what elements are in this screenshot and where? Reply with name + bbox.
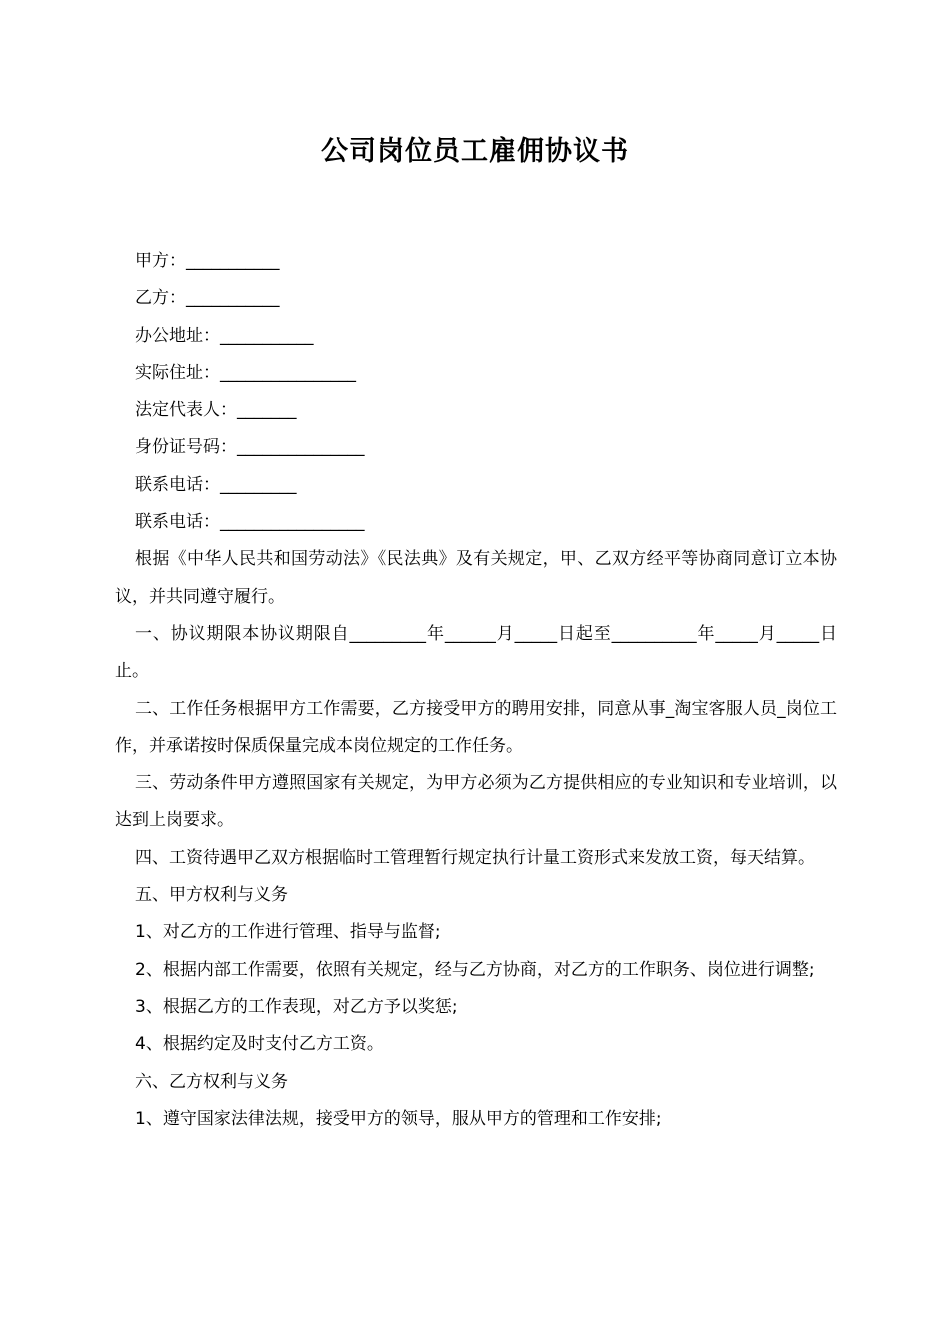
field-party-b: 乙方：___________ xyxy=(135,288,280,309)
heading-party-b-rights: 六、乙方权利与义务 xyxy=(135,1071,288,1092)
field-phone-1: 联系电话：_________ xyxy=(135,474,297,495)
field-actual-address: 实际住址：________________ xyxy=(135,362,356,383)
list-item: 2、根据内部工作需要，依照有关规定，经与乙方协商，对乙方的工作职务、岗位进行调整; xyxy=(135,959,815,980)
field-office-address: 办公地址：___________ xyxy=(135,325,314,346)
field-legal-representative: 法定代表人：_______ xyxy=(135,400,297,421)
field-party-a: 甲方：___________ xyxy=(135,251,280,271)
list-item: 1、对乙方的工作进行管理、指导与监督; xyxy=(135,922,441,943)
document-body xyxy=(115,243,837,1138)
list-item: 1、遵守国家法律法规，接受甲方的领导，服从甲方的管理和工作安排; xyxy=(135,1108,662,1129)
paragraph-tasks: 二、工作任务根据甲方工作需要，乙方接受甲方的聘用安排，同意从事_淘宝客服人员_岗位工作，并承诺按时保质保量完成本岗位规定的工作任务。 xyxy=(115,698,837,756)
paragraph-salary: 四、工资待遇甲乙双方根据临时工管理暂行规定执行计量工资形式来发放工资，每天结算。 xyxy=(135,847,815,868)
paragraph-term: 一、协议期限本协议期限自_________年______月_____日起至__________年_____月_____日止。 xyxy=(115,623,837,682)
paragraph-preamble: 根据《中华人民共和国劳动法》《民法典》及有关规定，甲、乙双方经平等协商同意订立本协议，并共同遵守履行。 xyxy=(115,549,837,607)
field-id-number: 身份证号码：_______________ xyxy=(135,437,365,458)
paragraph-conditions: 三、劳动条件甲方遵照国家有关规定，为甲方必须为乙方提供相应的专业知识和专业培训，以达到上岗要求。 xyxy=(115,773,837,831)
list-item: 3、根据乙方的工作表现，对乙方予以奖惩; xyxy=(135,996,458,1017)
heading-party-a-rights: 五、甲方权利与义务 xyxy=(135,885,288,906)
list-item: 4、根据约定及时支付乙方工资。 xyxy=(135,1034,384,1055)
field-phone-2: 联系电话：_________________ xyxy=(135,512,365,533)
document-title: 公司岗位员工雇佣协议书 xyxy=(321,136,629,167)
